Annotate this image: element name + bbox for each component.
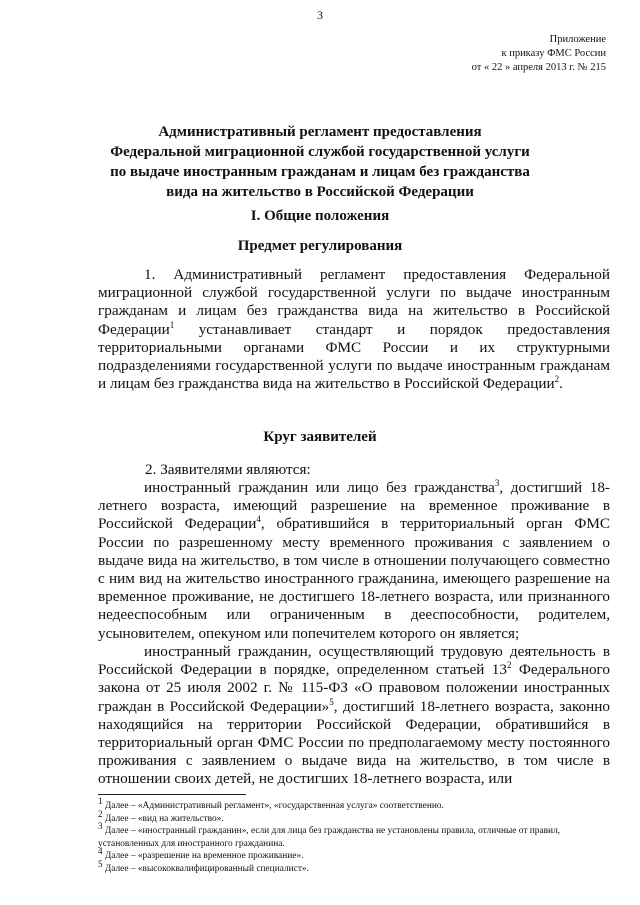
footnote-ref-3: 3 xyxy=(494,477,500,488)
title-line-1: Административный регламент предоставления xyxy=(158,124,482,140)
paragraph-4 xyxy=(98,643,610,789)
footnote-ref-4: 4 xyxy=(256,514,261,525)
title-line-3: по выдаче иностранным гражданам и лицам без гражданства xyxy=(110,164,530,180)
footnote-item xyxy=(98,808,610,826)
paragraph-3 xyxy=(98,479,610,643)
footnote-number: 3 xyxy=(98,821,103,832)
footnote-number: 1 xyxy=(98,795,103,806)
paragraph-4-part-1: иностранный гражданин, осуществляющий трудовую деятельность в Российской Федерации в порядке, определенном статьей 13 xyxy=(98,643,610,679)
footnote-text: Далее – «Административный регламент», «государственная услуга» соответственно. xyxy=(102,801,444,811)
footnote-text: Далее – «вид на жительство». xyxy=(102,813,224,824)
article-superscript: 2 xyxy=(506,660,512,671)
footnote-divider xyxy=(98,794,246,795)
section-heading: I. Общие положения xyxy=(250,208,390,224)
footnote-number: 2 xyxy=(98,808,103,819)
footnote-text: Далее – «разрешение на временное проживание». xyxy=(102,851,304,862)
paragraph-2: 2. Заявителями являются: xyxy=(145,461,311,478)
appendix-note xyxy=(472,33,606,75)
footnote-item xyxy=(98,846,610,863)
paragraph-3-part-2: , достигший 18-летнего возраста, имеющий разрешение на временное проживание в Российской Федерации xyxy=(98,479,610,533)
appendix-line-3: от « 22 » апреля 2013 г. № 215 xyxy=(471,62,606,73)
footnote-number: 4 xyxy=(98,846,103,857)
appendix-line-1: Приложение xyxy=(549,34,606,45)
footnote-item xyxy=(98,858,610,876)
document-title xyxy=(0,122,640,202)
footnote-ref-2: 2 xyxy=(554,374,560,385)
paragraph-1-part-2: устанавливает стандарт и порядок предоставления территориальными органами ФМС России и их структурными подразделениями государственной услуги по выдаче иностранным гражданам и лицам без гражданства вида на жительство в Российской Федерации xyxy=(98,320,610,393)
footnotes xyxy=(98,795,610,876)
paragraph-1 xyxy=(98,266,610,393)
paragraph-3-part-1: иностранный гражданин или лицо без гражданства xyxy=(144,479,495,496)
subheading-applicants: Круг заявителей xyxy=(263,429,377,445)
footnote-number: 5 xyxy=(98,858,103,869)
footnote-ref-1: 1 xyxy=(169,319,175,330)
paragraph-4-part-3: , достигший 18-летнего возраста, законно находящийся на территории Российской Федерации, обратившийся в территориальный орган ФМС России по предполагаемому месту постоянного проживания с заявлением о выдаче вида на жительство, в том числе в отношении своих детей, не достигших 18-летнего возраста, или xyxy=(98,697,610,788)
subheading-subject: Предмет регулирования xyxy=(237,238,403,254)
title-line-2: Федеральной миграционной службой государственной услуги xyxy=(110,144,530,160)
paragraph-1-part-3: . xyxy=(559,375,563,393)
title-line-4: вида на жительство в Российской Федерации xyxy=(166,184,474,200)
footnote-item xyxy=(98,821,610,850)
footnote-text: Далее – «высококвалифицированный специалист». xyxy=(102,863,309,874)
paragraph-4-part-2: Федерального закона от 25 июля 2002 г. № 115-ФЗ «О правовом положении иностранных граждан в Российской Федерации» xyxy=(98,661,610,715)
footnote-ref-5: 5 xyxy=(329,696,334,707)
paragraph-3-part-3: , обратившийся в территориальный орган ФМС России по разрешенному месту временного проживания с заявлением о выдаче вида на жительство, в том числе в отношении получающего совместно с ним вид на жительство иностранного гражданина, имеющего разрешение на временное проживание, не достигшего 18-летнего возраста, или признанного недееспособным или ограниченным в дееспособности, родителем, усыновителем, опекуном или попечителем которого он является; xyxy=(98,515,610,642)
paragraph-1-part-1: 1. Административный регламент предоставления Федеральной миграционной службой государственной услуги по выдаче иностранным гражданам и лицам без гражданства вида на жительство в Российской Федерации xyxy=(98,266,610,338)
footnote-item xyxy=(98,795,610,813)
appendix-line-2: к приказу ФМС России xyxy=(501,48,606,59)
footnote-text: Далее – «иностранный гражданин», если для лица без гражданства не установлены правила, отличные от правил, установленных для иностранного гражданина. xyxy=(98,826,561,849)
page-number: 3 xyxy=(317,8,323,22)
